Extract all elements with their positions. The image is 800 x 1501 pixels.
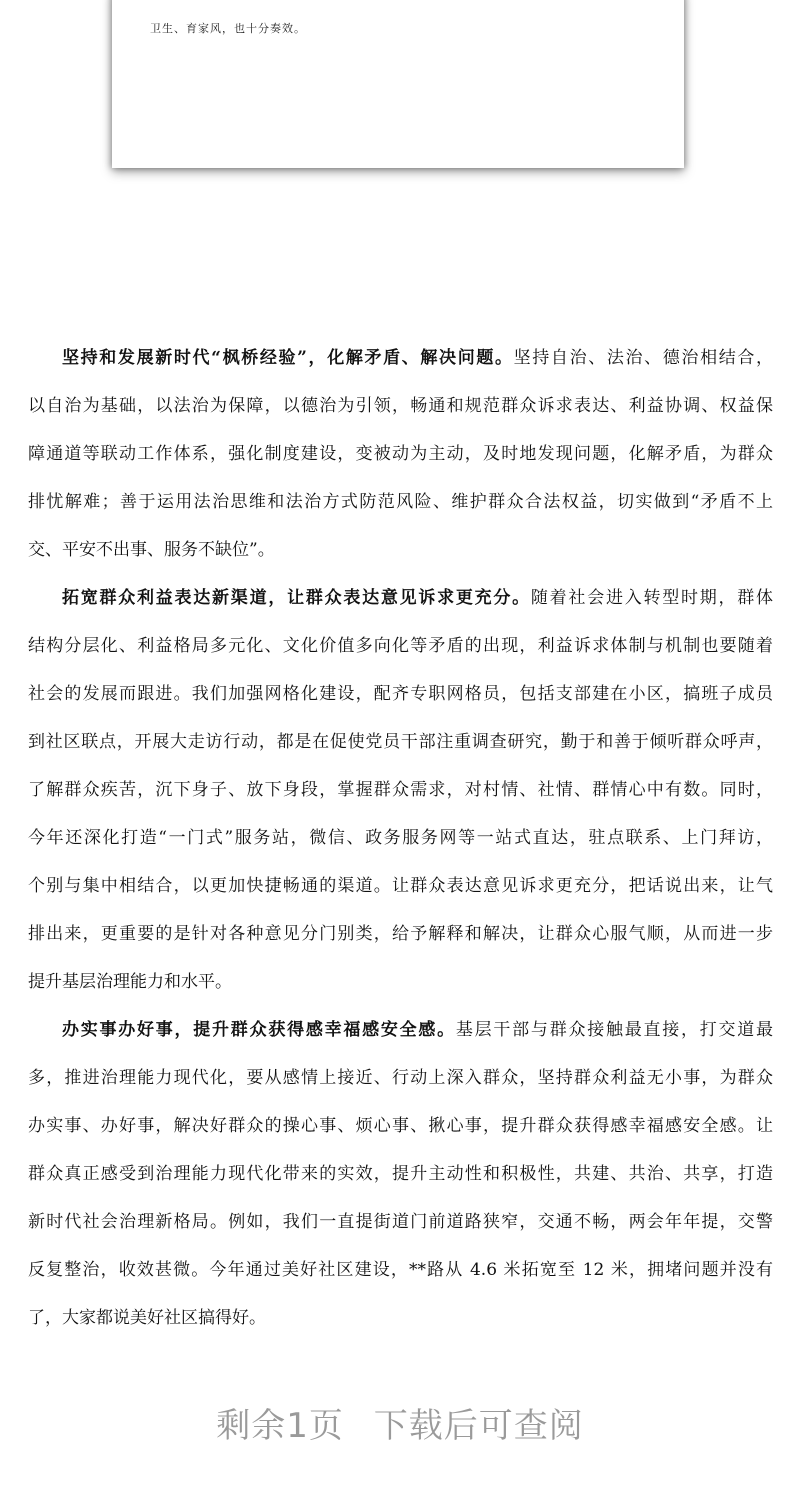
paragraph-line: 反复整治，收效甚微。今年通过美好社区建设，**路从 4.6 米拓宽至 12 米，拥堵问题并没有 — [28, 1260, 773, 1280]
preview-text-line: 卫生、育家风，也十分奏效。 — [150, 22, 306, 35]
paragraph-line: 提升基层治理能力和水平。 — [28, 972, 232, 992]
paragraph-first-line — [28, 580, 773, 628]
paragraph-line: 以自治为基础，以法治为保障，以德治为引领，畅通和规范群众诉求表达、利益协调、权益保 — [28, 396, 773, 416]
paragraph-heading: 坚持和发展新时代“枫桥经验”，化解矛盾、解决问题。 — [62, 348, 514, 368]
remaining-pages-label: 剩余1页 — [216, 1406, 344, 1446]
paragraph-text: 基层干部与群众接触最直接，打交道最 — [455, 1020, 774, 1040]
paragraph-line: 障通道等联动工作体系，强化制度建设，变被动为主动，及时地发现问题，化解矛盾，为群众 — [28, 444, 773, 464]
paragraph-line: 交、平安不出事、服务不缺位”。 — [28, 540, 275, 560]
previous-page-preview — [112, 0, 684, 168]
paragraph-text: 坚持自治、法治、德治相结合， — [513, 348, 774, 368]
paragraph-practical-matters — [28, 1012, 773, 1348]
download-prompt[interactable] — [0, 1398, 800, 1447]
document-body — [28, 340, 773, 1348]
download-hint-label: 下载后可查阅 — [373, 1406, 584, 1446]
paragraph-line: 个别与集中相结合，以更加快捷畅通的渠道。让群众表达意见诉求更充分，把话说出来，让气 — [28, 876, 773, 896]
paragraph-text: 随着社会进入转型时期，群体 — [530, 588, 774, 608]
paragraph-line: 结构分层化、利益格局多元化、文化价值多向化等矛盾的出现，利益诉求体制与机制也要随着 — [28, 636, 773, 656]
paragraph-line: 多，推进治理能力现代化，要从感情上接近、行动上深入群众，坚持群众利益无小事，为群众 — [28, 1068, 773, 1088]
paragraph-line: 了，大家都说美好社区搞得好。 — [28, 1308, 266, 1328]
paragraph-line: 办实事、办好事，解决好群众的操心事、烦心事、揪心事，提升群众获得感幸福感安全感。让 — [28, 1116, 773, 1136]
paragraph-line: 今年还深化打造“一门式”服务站，微信、政务服务网等一站式直达，驻点联系、上门拜访， — [28, 828, 773, 848]
paragraph-line: 新时代社会治理新格局。例如，我们一直提街道门前道路狭窄，交通不畅，两会年年提，交警 — [28, 1212, 773, 1232]
paragraph-line: 社会的发展而跟进。我们加强网格化建设，配齐专职网格员，包括支部建在小区，搞班子成员 — [28, 684, 773, 704]
paragraph-first-line — [28, 1012, 773, 1060]
paragraph-heading: 拓宽群众利益表达新渠道，让群众表达意见诉求更充分。 — [62, 588, 531, 608]
paragraph-line: 排出来，更重要的是针对各种意见分门别类，给予解释和解决，让群众心服气顺，从而进一步 — [28, 924, 773, 944]
paragraph-heading: 办实事办好事，提升群众获得感幸福感安全感。 — [62, 1020, 456, 1040]
paragraph-channels — [28, 580, 773, 1012]
paragraph-fengqiao — [28, 340, 773, 580]
paragraph-line: 了解群众疾苦，沉下身子、放下身段，掌握群众需求，对村情、社情、群情心中有数。同时， — [28, 780, 773, 800]
paragraph-first-line — [28, 340, 773, 388]
paragraph-line: 排忧解难；善于运用法治思维和法治方式防范风险、维护群众合法权益，切实做到“矛盾不上 — [28, 492, 773, 512]
paragraph-line: 群众真正感受到治理能力现代化带来的实效，提升主动性和积极性，共建、共治、共享，打造 — [28, 1164, 773, 1184]
paragraph-line: 到社区联点，开展大走访行动，都是在促使党员干部注重调查研究，勤于和善于倾听群众呼声， — [28, 732, 773, 752]
